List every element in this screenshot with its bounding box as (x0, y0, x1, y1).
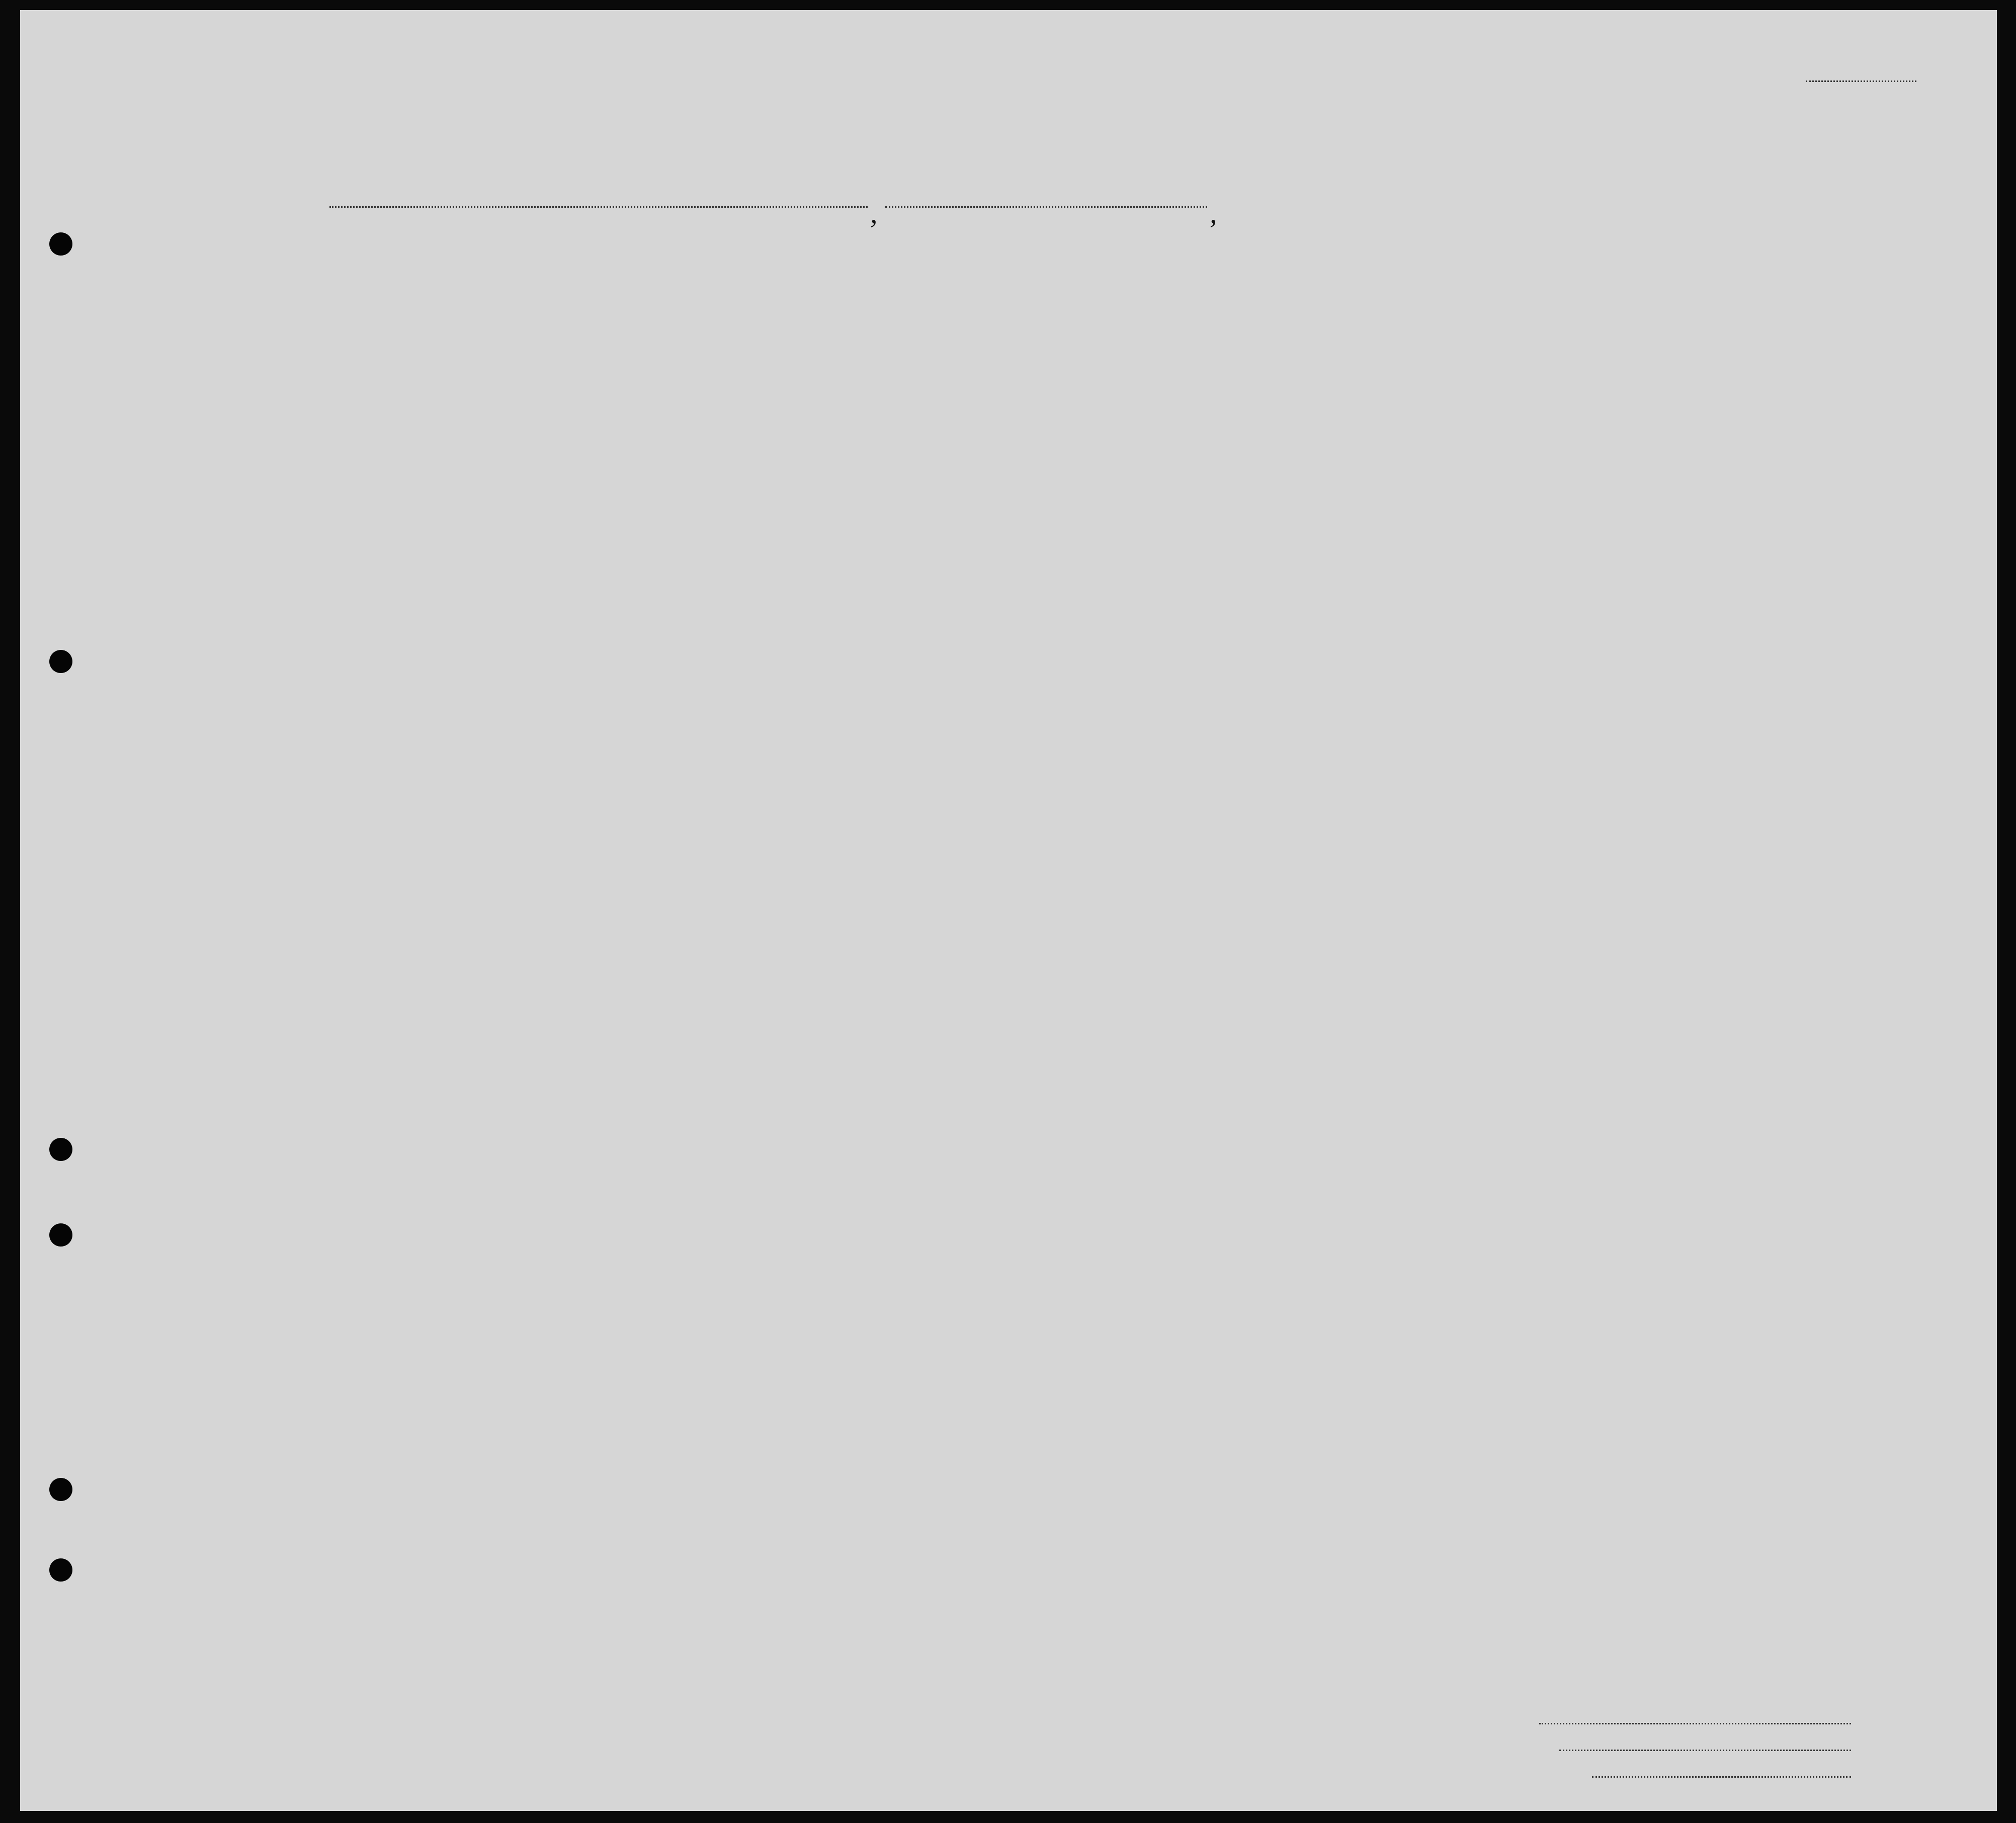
binder-hole (49, 232, 72, 256)
binder-hole (49, 1223, 72, 1247)
comma: , (1210, 197, 1217, 229)
comma: , (870, 197, 878, 229)
form-grid (20, 10, 1997, 1811)
binder-hole (49, 650, 72, 673)
manifest-sheet (20, 10, 1997, 1811)
footer-owners-field[interactable] (1559, 1750, 1851, 1751)
binder-hole (49, 1558, 72, 1582)
binder-hole (49, 1478, 72, 1501)
footer-agents-field[interactable] (1592, 1776, 1851, 1778)
binder-hole (49, 1138, 72, 1161)
footer-line-field[interactable] (1539, 1723, 1851, 1724)
